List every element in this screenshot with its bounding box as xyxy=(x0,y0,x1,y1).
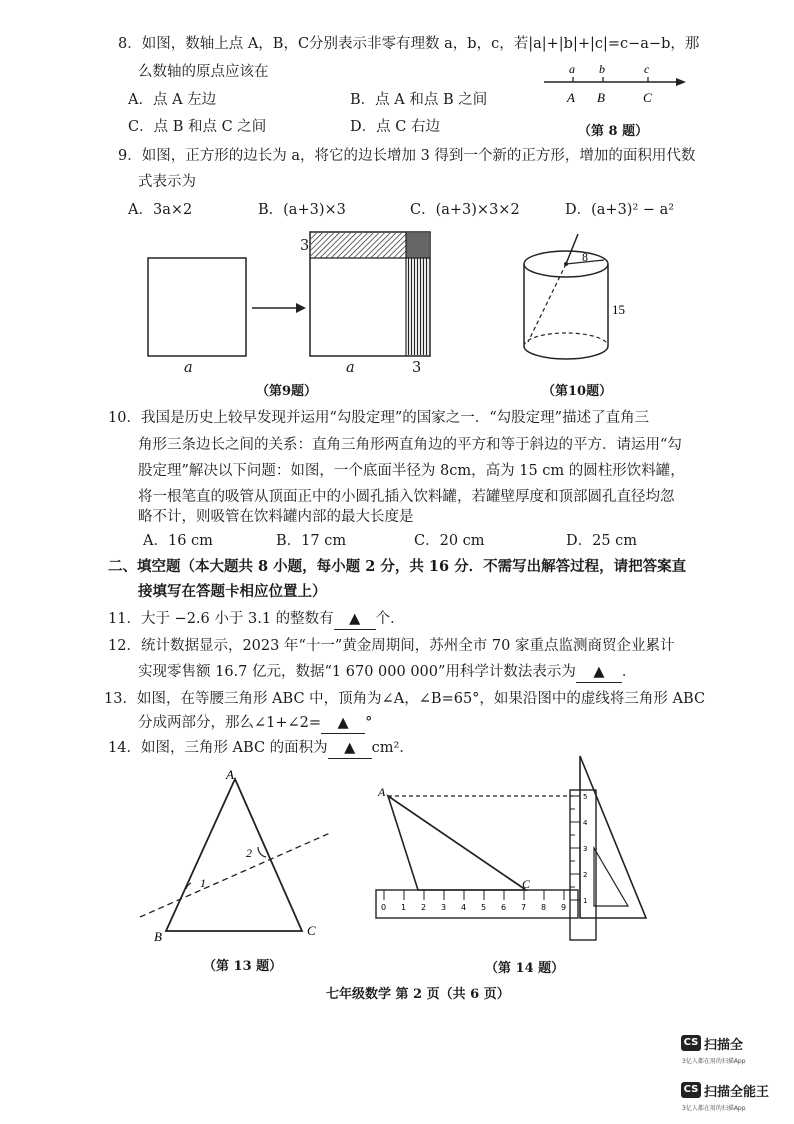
q11-text: 11．大于 −2.6 小于 3.1 的整数有 xyxy=(108,611,334,627)
q13-triangle-figure xyxy=(130,765,340,945)
q9-caption: （第9题） xyxy=(256,384,318,399)
q10-caption: （第10题） xyxy=(542,384,613,399)
section2-line2: 接填写在答题卡相应位置上） xyxy=(138,583,327,600)
htick-1: 1 xyxy=(401,903,407,912)
q13-tail: ° xyxy=(365,715,373,731)
scanner-logo-badge: CS xyxy=(681,1035,701,1051)
q13-line2: 分成两部分，那么∠1+∠2= xyxy=(138,715,322,731)
q9-option-d: D．(a+3)² − a² xyxy=(565,202,675,218)
q10-line1: 10．我国是历史上较早发现并运用“勾股定理”的国家之一．“勾股定理”描述了直角三 xyxy=(108,410,650,426)
q12-answer-blank: ▲ xyxy=(576,662,622,683)
q10-line4: 将一根笔直的吸管从顶面正中的小圆孔插入饮料罐，若罐壁厚度和顶部圆孔直径均忽 xyxy=(138,489,675,505)
q9-option-a: A．3a×2 xyxy=(128,202,193,218)
q9-squares-figure xyxy=(140,228,450,378)
scanner-logo-sub-2: 3亿人都在用的扫描App xyxy=(682,1105,746,1112)
q11 xyxy=(108,609,405,630)
htick-0: 0 xyxy=(381,903,387,912)
fig13-angle-2: 2 xyxy=(246,846,252,860)
q10-label-15: 15 xyxy=(612,302,625,317)
htick-7: 7 xyxy=(521,903,527,912)
q14-caption: （第 14 题） xyxy=(485,961,565,976)
q12-tail: ． xyxy=(621,664,637,680)
htick-6: 6 xyxy=(501,903,507,912)
q10-option-b: B．17 cm xyxy=(276,533,347,549)
q10-line3: 股定理”解决以下问题：如图，一个底面半径为 8cm，高为 15 cm 的圆柱形饮料罐， xyxy=(138,463,685,479)
q9-label-a-large: a xyxy=(346,360,355,376)
axis-label-a: a xyxy=(569,62,575,76)
scanner-logo-name-1: 扫描全 xyxy=(704,1038,744,1053)
q8-number-line-figure xyxy=(540,58,690,108)
q12-line2-wrap xyxy=(138,662,636,683)
fig13-angle-1: 1 xyxy=(200,876,206,890)
q12-line1: 12．统计数据显示，2023 年“十一”黄金周期间，苏州全市 70 家重点监测商贸企业累计 xyxy=(108,638,675,654)
q8-option-b: B．点 A 和点 B 之间 xyxy=(350,92,488,108)
q11-answer-blank: ▲ xyxy=(334,609,376,630)
q9-label-3-top: 3 xyxy=(300,238,310,254)
q10-line5: 略不计，则吸管在饮料罐内部的最大长度是 xyxy=(138,509,414,525)
q10-option-a: A．16 cm xyxy=(143,533,213,549)
htick-2: 2 xyxy=(421,903,427,912)
q10-line2: 角形三条边长之间的关系：直角三角形两直角边的平方和等于斜边的平方．请运用“勾 xyxy=(138,437,682,453)
q9-line1: 9．如图，正方形的边长为 a，将它的边长增加 3 得到一个新的正方形，增加的面积用代数 xyxy=(118,148,696,164)
q10-option-d: D．25 cm xyxy=(566,533,638,549)
fig13-label-C: C xyxy=(307,923,316,938)
q10-label-8: 8 xyxy=(582,250,588,264)
q8-option-d: D．点 C 右边 xyxy=(350,119,440,135)
fig14-label-A: A xyxy=(378,785,386,799)
q13-answer-blank: ▲ xyxy=(321,713,365,734)
htick-3: 3 xyxy=(441,903,447,912)
axis-label-b: b xyxy=(599,62,605,76)
q10-option-c: C．20 cm xyxy=(414,533,485,549)
htick-8: 8 xyxy=(541,903,547,912)
fig13-label-B: B xyxy=(154,929,162,944)
q9-label-a-small: a xyxy=(184,360,193,376)
vtick-4: 4 xyxy=(583,819,588,827)
htick-9: 9 xyxy=(561,903,567,912)
vtick-2: 2 xyxy=(583,871,588,879)
vtick-5: 5 xyxy=(583,793,588,801)
small-square xyxy=(148,258,246,356)
axis-label-c: c xyxy=(644,62,650,76)
scanner-logo-badge-2: CS xyxy=(681,1082,701,1098)
scanner-logo-sub-1: 3亿人都在用的扫描App xyxy=(682,1058,746,1065)
q8-caption: （第 8 题） xyxy=(578,124,649,139)
q14 xyxy=(108,738,414,759)
axis-point-C: C xyxy=(643,90,652,105)
q9-label-3-bottom: 3 xyxy=(412,360,422,376)
q9-option-b: B．(a+3)×3 xyxy=(258,202,346,218)
vtick-3: 3 xyxy=(583,845,588,853)
q9-line2: 式表示为 xyxy=(138,174,196,190)
q8-option-a: A．点 A 左边 xyxy=(128,92,217,108)
htick-4: 4 xyxy=(461,903,467,912)
section2-line1: 二、填空题（本大题共 8 小题，每小题 2 分，共 16 分．不需写出解答过程，请把答案直 xyxy=(108,558,687,575)
q8-line1: 8．如图，数轴上点 A，B，C分别表示非零有理数 a，b，c，若|a|+|b|+|c|=c−a−b，那 xyxy=(118,36,700,52)
q8-option-c: C．点 B 和点 C 之间 xyxy=(128,119,267,135)
axis-point-B: B xyxy=(597,90,605,105)
page-footer: 七年级数学 第 2 页（共 6 页） xyxy=(326,987,510,1002)
q12-line2: 实现零售额 16.7 亿元，数据“1 670 000 000”用科学计数法表示为 xyxy=(138,664,576,680)
q8-line2: 么数轴的原点应该在 xyxy=(138,64,269,80)
q14-tail: cm²． xyxy=(371,740,414,756)
q9-option-c: C．(a+3)×3×2 xyxy=(410,202,520,218)
q13-caption: （第 13 题） xyxy=(203,959,283,974)
axis-point-A: A xyxy=(567,90,575,105)
q13-line1: 13．如图，在等腰三角形 ABC 中，顶角为∠A，∠B=65°，如果沿图中的虚线将三角形 ABC xyxy=(104,691,706,707)
q11-tail: 个． xyxy=(375,611,405,627)
scanner-logo-name-2: 扫描全能王 xyxy=(704,1085,770,1100)
q14-answer-blank: ▲ xyxy=(328,738,372,759)
htick-5: 5 xyxy=(481,903,487,912)
q14-text: 14．如图，三角形 ABC 的面积为 xyxy=(108,740,328,756)
q14-ruler-figure xyxy=(370,750,660,950)
fig14-label-C: C xyxy=(522,877,531,891)
q10-cylinder-figure xyxy=(520,228,630,378)
vtick-1: 1 xyxy=(583,897,588,905)
q13-line2-wrap xyxy=(138,713,372,734)
fig13-label-A: A xyxy=(226,767,234,782)
